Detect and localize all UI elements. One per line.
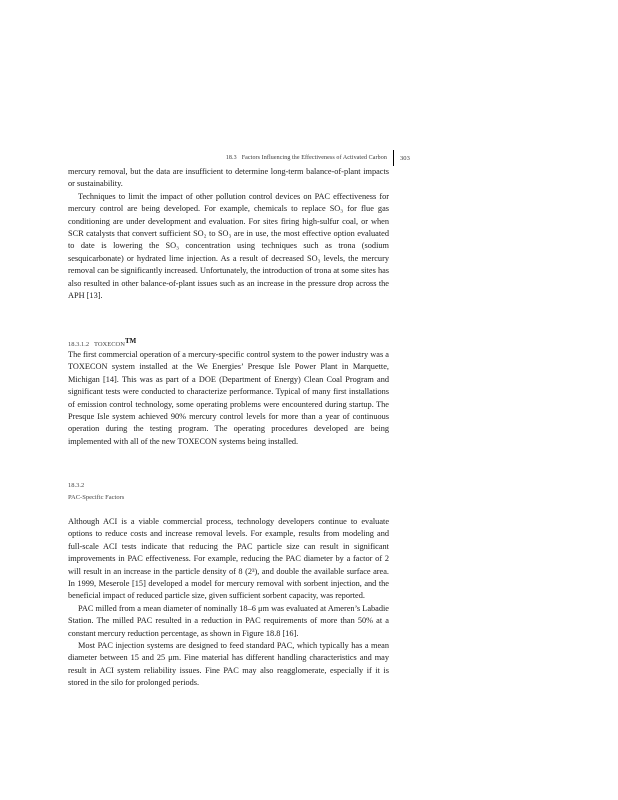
paragraph: Techniques to limit the impact of other pollution control devices on PAC effectiveness for mercury control are being developed. For example, chemicals to replace SO₃ for flue gas conditioning are under development and evaluation. For sites firing high-sulfur coal, or when SCR catalysts that convert sufficient SO₂ to SO₃ are in use, the most effective option evaluated to date is lowering the SO₃ concentration using techniques such as trona (sodium sesquicarbonate) or hydrated lime injection. As a result of decreased SO₃ levels, the mercury removal can be significantly increased. Unfortunately, the introduction of trona at some sites has also resulted in other balance-of-plant issues such as an increase in the pressure drop across the APH [13].: [68, 191, 389, 301]
section-title: PAC-Specific Factors: [68, 494, 125, 501]
section-heading-pac: [68, 480, 124, 504]
page-number: 303: [399, 154, 410, 162]
running-header: [68, 150, 410, 166]
section-number: 18.3.1.2: [68, 341, 90, 348]
section-title: TOXECON: [94, 341, 125, 348]
header-divider: [393, 150, 394, 166]
paragraph: Although ACI is a viable commercial process, technology developers continue to evaluate options to reduce costs and increase removal levels. For example, results from modeling and full-scale ACI tests indicate that reducing the PAC particle size can result in significant improvements in PAC effectiveness. For example, reducing the PAC diameter by a factor of 2 will result in an increase in the particle density of 8 (2³), and double the available surface area. In 1999, Meserole [15] developed a model for mercury removal with sorbent injection, and the beneficial impact of reduced particle size, given sufficient sorbent capacity, was reported.: [68, 517, 389, 601]
trademark-mark: TM: [124, 337, 137, 345]
toxecon-text-block: [68, 349, 389, 448]
paragraph: PAC milled from a mean diameter of nominally 18–6 μm was evaluated at Ameren’s Labadie Station. The milled PAC resulted in a reduction in PAC requirements of more than 50% at a constant mercury reduction percentage, as shown in Figure 18.8 [16].: [68, 603, 389, 638]
section-number: 18.3.2: [68, 482, 85, 489]
pac-text-block: [68, 516, 389, 690]
paragraph: mercury removal, but the data are insufficient to determine long-term balance-of-plant impacts or sustainability.: [68, 167, 389, 189]
header-title: Factors Influencing the Effectiveness of Activated Carbon: [241, 155, 387, 161]
paragraph: The first commercial operation of a mercury-specific control system to the power industry was a TOXECON system installed at the We Energies’ Presque Isle Power Plant in Marquette, Michigan [14]. This was as part of a DOE (Department of Energy) Clean Coal Program and significant tests were conducted to characterize performance. Typical of many first installations of emission control technology, some operating problems were encountered during startup. The Presque Isle system achieved 90% mercury control levels for more than a year of continuous operation during the testing program. The operating procedures developed are being implemented with all of the new TOXECON systems being installed.: [68, 350, 389, 446]
header-section-number: 18.3: [225, 155, 237, 161]
intro-text-block: [68, 166, 389, 302]
paragraph: Most PAC injection systems are designed to feed standard PAC, which typically has a mean diameter between 15 and 25 μm. Fine material has different handling characteristics and may result in ACI system reliability issues. Fine PAC may also reagglomerate, especially if it is stored in the silo for prolonged periods.: [68, 641, 389, 688]
